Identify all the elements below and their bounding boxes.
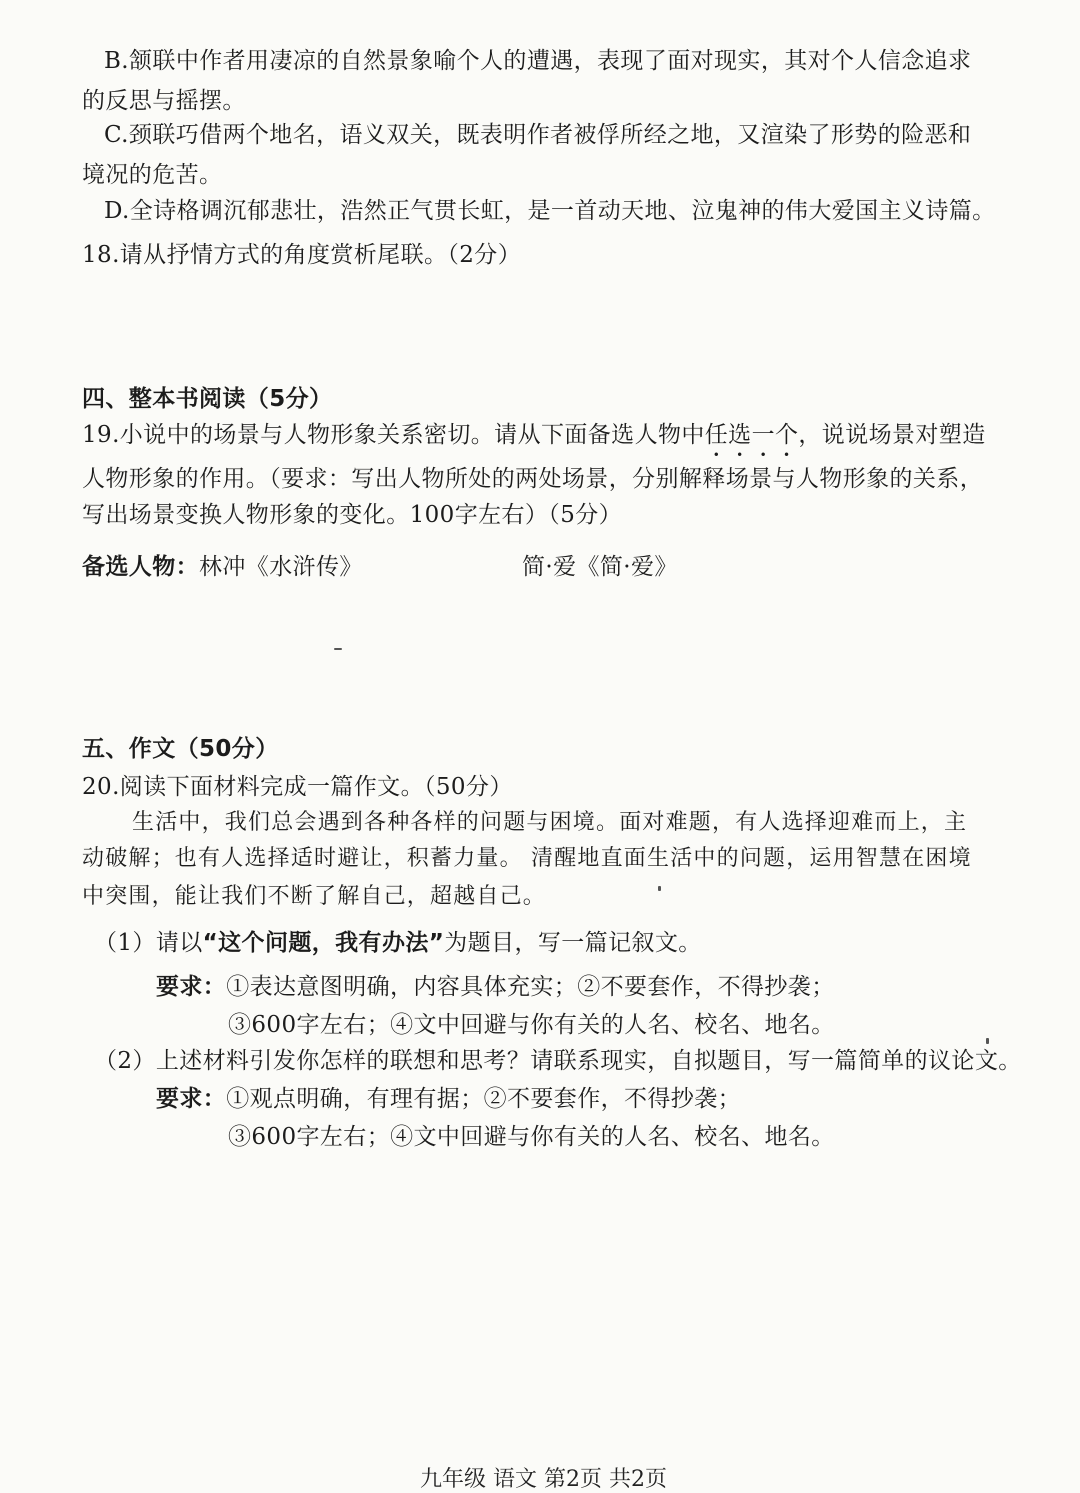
task-1-title: “这个问题，我有办法” <box>202 930 445 956</box>
material-line-3: 中突围，能让我们不断了解自己，超越自己。 <box>82 884 547 909</box>
candidates-row <box>82 552 363 582</box>
task-1-requirements-line-2: ③600字左右；④文中回避与你有关的人名、校名、地名。 <box>228 1012 835 1038</box>
question-20: 20.阅读下面材料完成一篇作文。（50分） <box>82 774 513 800</box>
question-18: 18.请从抒情方式的角度赏析尾联。（2分） <box>82 242 522 268</box>
task-2-req-text-1: ①观点明确，有理有据；②不要套作，不得抄袭； <box>226 1086 742 1112</box>
material-line-1: 生活中，我们总会遇到各种各样的问题与困境。面对难题，有人选择迎难而上，主 <box>132 810 968 835</box>
question-19-line-2: 人物形象的作用。（要求：写出人物所处的两处场景，分别解释场景与人物形象的关系， <box>82 466 984 492</box>
task-2-req-label: 要求： <box>156 1086 227 1112</box>
candidates-label: 备选人物： <box>82 554 199 580</box>
question-19-line-3: 写出场景变换人物形象的变化。100字左右）（5分） <box>82 502 623 528</box>
question-19-emphasis: 任选一个 <box>704 422 799 448</box>
task-1-req-text-1: ①表达意图明确，内容具体充实；②不要套作，不得抄袭； <box>226 974 835 1000</box>
scan-speck <box>334 648 342 650</box>
question-19-line-1-end: ，说说场景对塑造 <box>798 422 986 448</box>
task-2-requirements-line-1 <box>156 1084 741 1114</box>
material-line-2: 动破解；也有人选择适时避让，积蓄力量。 清醒地直面生活中的问题，运用智慧在困境 <box>82 846 972 871</box>
task-2-requirements-line-2: ③600字左右；④文中回避与你有关的人名、校名、地名。 <box>228 1124 835 1150</box>
option-c-line-2: 境况的危苦。 <box>82 162 223 188</box>
page-footer: 九年级 语文 第2页 共2页 <box>420 1467 667 1492</box>
candidate-lin-chong: 林冲《水浒传》 <box>199 554 363 580</box>
question-19-line-1 <box>82 420 986 462</box>
task-1-requirements-line-1 <box>156 972 835 1002</box>
section-4-heading: 四、整本书阅读（5分） <box>82 386 333 412</box>
scan-speck <box>986 1038 989 1044</box>
task-1-req-label: 要求： <box>156 974 227 1000</box>
section-5-heading: 五、作文（50分） <box>82 736 279 762</box>
candidate-jane-eyre: 简·爱《简·爱》 <box>522 554 678 580</box>
option-b-line-2: 的反思与摇摆。 <box>82 88 246 114</box>
task-1-prompt <box>94 928 702 958</box>
task-2-prompt: （2）上述材料引发你怎样的联想和思考？请联系现实，自拟题目，写一篇简单的议论文。 <box>94 1048 1022 1074</box>
task-1-suffix: 为题目，写一篇记叙文。 <box>444 930 702 956</box>
option-c-line-1: C.颈联巧借两个地名，语义双关，既表明作者被俘所经之地，又渲染了形势的险恶和 <box>104 122 972 148</box>
question-19-line-1-start: 19.小说中的场景与人物形象关系密切。请从下面备选人物中 <box>82 422 705 448</box>
option-d-line-1: D.全诗格调沉郁悲壮，浩然正气贯长虹，是一首动天地、泣鬼神的伟大爱国主义诗篇。 <box>104 198 996 224</box>
task-1-prefix: （1）请以 <box>94 930 203 956</box>
option-b-line-1: B.颔联中作者用凄凉的自然景象喻个人的遭遇，表现了面对现实，其对个人信念追求 <box>104 48 972 74</box>
scan-speck <box>658 886 661 891</box>
